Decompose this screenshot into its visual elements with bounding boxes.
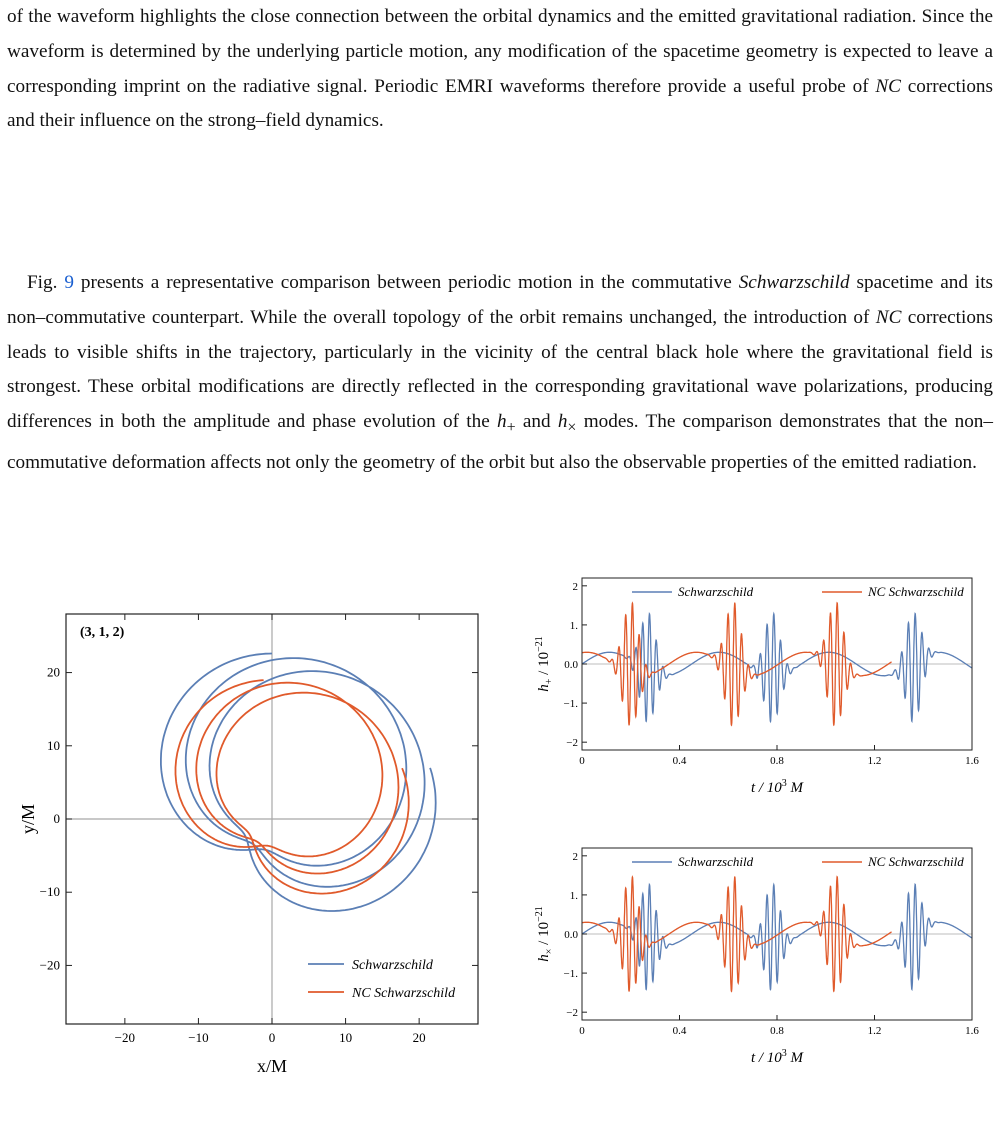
h-cross-subscript: × [567,419,577,437]
orbit-plot [0,580,500,1076]
x-axis-label: t / $10^3$ M [750,778,804,796]
legend-label: NC Schwarzschild [868,854,964,869]
x-axis-label: t / $10^3$ M [750,1048,804,1066]
x-tick-label: 10 [339,1030,353,1045]
y-tick-label: −10 [39,884,60,900]
y-tick-label: 1. [569,889,578,902]
legend-label: Schwarzschild [352,958,433,973]
x-tick-label: −20 [114,1030,136,1045]
x-tick-label: 20 [412,1030,426,1045]
legend-label: Schwarzschild [678,854,754,869]
x-tick-label: 1.2 [867,1025,882,1037]
text-span: corrections leads to visible shifts in the trajectory, particularly in the vicinity of the central black hole where the gravitational field is strongest. These orbital modifications are directly reflected in the corresponding gravitational wave polarizations, producing differences in both the amplitude and phase evolution of the [7,306,993,433]
x-tick-label: 0.4 [672,755,687,767]
y-tick-label: −20 [39,957,60,973]
x-tick-label: 0 [268,1030,276,1045]
y-tick-label: 10 [47,737,60,753]
h-cross-waveform-plot [520,840,1000,1125]
text-span: Fig. [27,272,65,293]
h-plus-symbol: h [496,411,507,433]
y-tick-label: 0.0 [564,659,578,671]
x-tick-label: 0.4 [672,1025,687,1037]
nc-term: NC [875,75,901,97]
x-tick-label: 0 [579,1025,585,1037]
x-tick-label: 1.6 [965,1025,979,1037]
h-plus-waveform-plot [520,570,1000,805]
x-tick-label: −10 [188,1030,209,1045]
orbit-annotation: (3, 1, 2) [80,625,125,640]
y-tick-label: −2 [566,737,578,750]
y-tick-label: 0 [53,811,60,826]
h-cross-symbol: h [557,411,568,433]
y-tick-label: −1. [563,968,578,981]
text-span: spacetime and its non–commutative counterpart. While the overall topology of the orbit remains unchanged, the introduction of [7,272,993,328]
paragraph-figure-discussion [7,266,993,481]
y-tick-label: −1. [563,698,578,711]
y-tick-label: 20 [47,664,60,680]
y-tick-label: 0.0 [564,929,578,941]
legend-label: Schwarzschild [678,584,754,599]
y-tick-label: −2 [566,1007,578,1020]
y-tick-label: 1. [569,619,578,632]
legend-label: NC Schwarzschild [352,986,456,1001]
x-tick-label: 1.2 [867,755,882,767]
y-axis-label: $h_\times / 10^{-21}$ [534,906,555,962]
x-tick-label: 0.8 [770,1025,784,1037]
y-tick-label: 2 [572,850,578,863]
y-tick-label: 2 [572,580,578,593]
paragraph-waveform-intro [7,0,993,139]
y-axis-label: $h_+ / 10^{-21}$ [534,636,555,692]
figure-reference-link[interactable]: 9 [64,272,74,293]
text-span: and [515,411,558,433]
x-axis-label: x/M [256,1056,288,1076]
text-span: presents a representative comparison between periodic motion in the commutative [73,272,739,293]
y-axis-label: y/M [18,803,38,835]
schwarzschild-term: Schwarzschild [738,272,850,293]
legend-label: NC Schwarzschild [868,584,964,599]
text-span: of the waveform highlights the close connection between the orbital dynamics and the emitted gravitational radiation. Since the waveform is determined by the underlying particle motion, any modification of the spacetime geometry is expected to leave a corresponding imprint on the radiative signal. Periodic EMRI waveforms therefore provide a useful probe of [7,6,993,97]
h-plus-subscript: + [506,419,516,437]
x-tick-label: 1.6 [965,755,979,767]
text-span: modes. The comparison demonstrates that the non–commutative deformation affects not only the geometry of the orbit but also the observable properties of the emitted radiation. [7,411,993,473]
x-tick-label: 0.8 [770,755,784,767]
text-span: corrections and their influence on the strong–field dynamics. [7,75,993,132]
x-tick-label: 0 [579,755,585,767]
nc-term: NC [875,306,902,328]
